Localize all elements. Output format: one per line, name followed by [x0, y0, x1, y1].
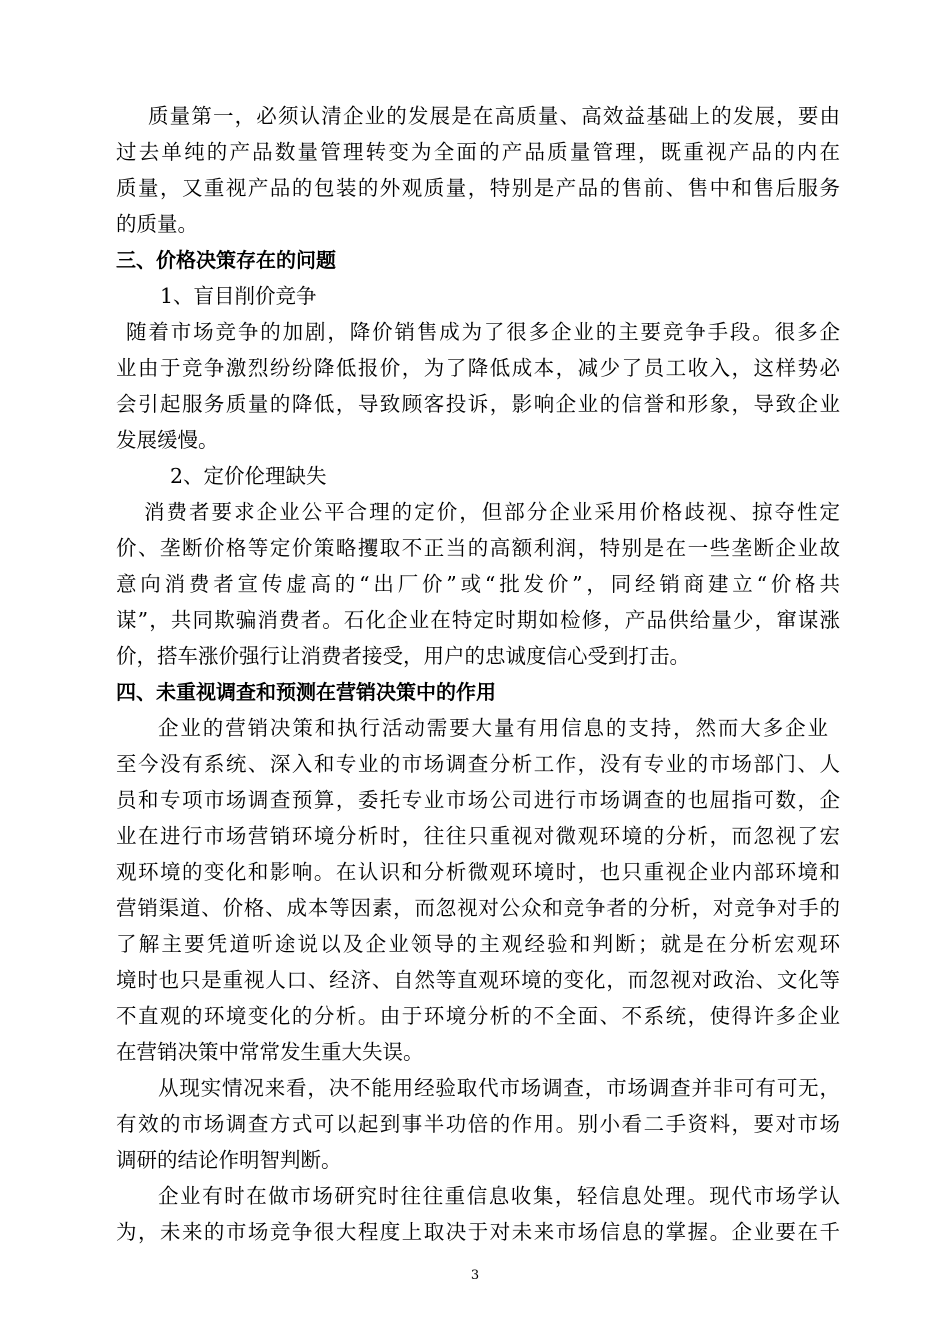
paragraph-line: 价，搭车涨价强行让消费者接受，用户的忠诚度信心受到打击。 [116, 644, 690, 668]
paragraph-line: 质量第一，必须认清企业的发展是在高质量、高效益基础上的发展，要由 [148, 104, 840, 128]
subsection-heading: 1、盲目削价竞争 [160, 284, 317, 308]
paragraph-line: 的质量。 [116, 212, 198, 236]
paragraph-line: 随着市场竞争的加剧，降价销售成为了很多企业的主要竞争手段。很多企 [126, 320, 840, 344]
paragraph-line: 不直观的环境变化的分析。由于环境分析的不全面、不系统，使得许多企业 [116, 1004, 840, 1028]
paragraph-line: 了解主要凭道听途说以及企业领导的主观经验和判断；就是在分析宏观环 [116, 932, 840, 956]
paragraph-line: 有效的市场调查方式可以起到事半功倍的作用。别小看二手资料，要对市场 [116, 1112, 840, 1136]
paragraph-line: 从现实情况来看，决不能用经验取代市场调查，市场调查并非可有可无， [158, 1076, 840, 1100]
paragraph-line: 质量，又重视产品的包装的外观质量，特别是产品的售前、售中和售后服务 [116, 176, 840, 200]
paragraph-line: 发展缓慢。 [116, 428, 219, 452]
paragraph-line: 业由于竞争激烈纷纷降低报价，为了降低成本，减少了员工收入，这样势必 [116, 356, 840, 380]
section-heading: 三、价格决策存在的问题 [116, 248, 336, 272]
paragraph-line: 意向消费者宣传虚高的“出厂价”或“批发价”，同经销商建立“价格共 [116, 572, 840, 596]
paragraph-line: 业在进行市场营销环境分析时，往往只重视对微观环境的分析，而忽视了宏 [116, 824, 840, 848]
paragraph-line: 为，未来的市场竞争很大程度上取决于对未来市场信息的掌握。企业要在千 [116, 1220, 840, 1244]
paragraph-line: 会引起服务质量的降低，导致顾客投诉，影响企业的信誉和形象，导致企业 [116, 392, 840, 416]
paragraph-line: 价、垄断价格等定价策略攫取不正当的高额利润，特别是在一些垄断企业故 [116, 536, 840, 560]
page-number: 3 [470, 1268, 480, 1283]
paragraph-line: 过去单纯的产品数量管理转变为全面的产品质量管理，既重视产品的内在 [116, 140, 840, 164]
paragraph-line: 调研的结论作明智判断。 [116, 1148, 342, 1172]
paragraph-line: 员和专项市场调查预算，委托专业市场公司进行市场调查的也屈指可数，企 [116, 788, 840, 812]
paragraph-line: 境时也只是重视人口、经济、自然等直观环境的变化，而忽视对政治、文化等 [116, 968, 840, 992]
paragraph-line: 观环境的变化和影响。在认识和分析微观环境时，也只重视企业内部环境和 [116, 860, 840, 884]
section-heading: 四、未重视调查和预测在营销决策中的作用 [116, 680, 496, 704]
paragraph-line: 企业的营销决策和执行活动需要大量有用信息的支持，然而大多企业 [158, 716, 828, 740]
paragraph-line: 在营销决策中常常发生重大失误。 [116, 1040, 424, 1064]
paragraph-line: 营销渠道、价格、成本等因素，而忽视对公众和竞争者的分析，对竞争对手的 [116, 896, 840, 920]
paragraph-line: 谋”，共同欺骗消费者。石化企业在特定时期如检修，产品供给量少，窜谋涨 [116, 608, 840, 632]
paragraph-line: 企业有时在做市场研究时往往重信息收集，轻信息处理。现代市场学认 [158, 1184, 840, 1208]
subsection-heading: 2、定价伦理缺失 [170, 464, 327, 488]
paragraph-line: 至今没有系统、深入和专业的市场调查分析工作，没有专业的市场部门、人 [116, 752, 840, 776]
paragraph-line: 消费者要求企业公平合理的定价，但部分企业采用价格歧视、掠夺性定 [144, 500, 840, 524]
